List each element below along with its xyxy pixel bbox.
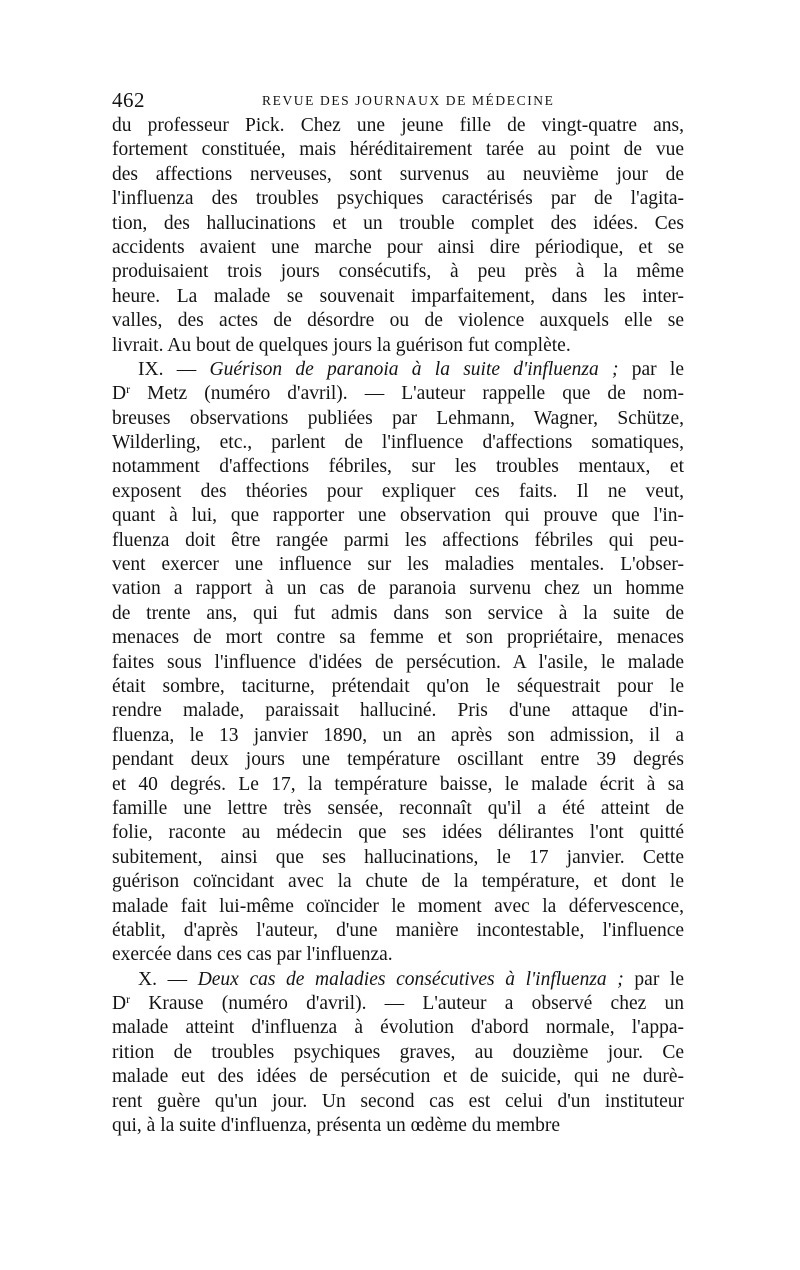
section-title-italic: Deux cas de maladies consécutives à l'influenza ; xyxy=(197,968,624,990)
text-line: rent guère qu'un jour. Un second cas est celui d'un instituteur xyxy=(112,1090,684,1112)
text-line xyxy=(112,358,684,382)
text-line: fortement constituée, mais héréditairement tarée au point de vue xyxy=(112,139,684,161)
text-line: était sombre, taciturne, prétendait qu'on le séquestrait pour le xyxy=(112,675,684,697)
text-line: malade atteint d'influenza à évolution d'abord normale, l'appa- xyxy=(112,1017,684,1039)
text-line xyxy=(112,968,684,992)
text-line: produisaient trois jours consécutifs, à peu près à la même xyxy=(112,261,684,283)
text-line: faites sous l'influence d'idées de persécution. A l'asile, le malade xyxy=(112,651,684,673)
text-line: fluenza, le 13 janvier 1890, un an après son admission, il a xyxy=(112,724,684,746)
text-line: tion, des hallucinations et un trouble complet des idées. Ces xyxy=(112,212,684,234)
text-line: valles, des actes de désordre ou de violence auxquels elle se xyxy=(112,310,684,332)
text-line: des affections nerveuses, sont survenus au neuvième jour de xyxy=(112,163,684,185)
text-line: et 40 degrés. Le 17, la température baisse, le malade écrit à sa xyxy=(112,773,684,795)
text-line: guérison coïncidant avec la chute de la température, et dont le xyxy=(112,871,684,893)
text-line: malade fait lui-même coïncider le moment avec la défervescence, xyxy=(112,895,684,917)
text-line: Wilderling, etc., parlent de l'influence d'affections somatiques, xyxy=(112,432,684,454)
text-line: breuses observations publiées par Lehmann, Wagner, Schütze, xyxy=(112,407,684,429)
text-line: exercée dans ces cas par l'influenza. xyxy=(112,944,393,966)
text-line: vent exercer une influence sur les maladies mentales. L'obser- xyxy=(112,554,684,576)
text-line: menaces de mort contre sa femme et son propriétaire, menaces xyxy=(112,627,684,649)
text-line: subitement, ainsi que ses hallucinations, le 17 janvier. Cette xyxy=(112,846,684,868)
text-line: heure. La malade se souvenait imparfaitement, dans les inter- xyxy=(112,285,684,307)
superscript: r xyxy=(126,382,131,397)
text-line: malade eut des idées de persécution et de suicide, qui ne durè- xyxy=(112,1066,684,1088)
text-line xyxy=(112,382,684,406)
text-line: notamment d'affections fébriles, sur les troubles mentaux, et xyxy=(112,456,684,478)
text-line xyxy=(112,992,684,1016)
text-line: livrait. Au bout de quelques jours la guérison fut complète. xyxy=(112,334,571,356)
text-run: Krause (numéro d'avril). — L'auteur a observé chez un xyxy=(130,993,684,1015)
text-line: accidents avaient une marche pour ainsi dire périodique, et se xyxy=(112,236,684,258)
text-line: rendre malade, paraissait halluciné. Pris d'une attaque d'in- xyxy=(112,700,684,722)
superscript: r xyxy=(126,992,131,1007)
text-line: qui, à la suite d'influenza, présenta un œdème du membre xyxy=(112,1115,561,1137)
text-line: établit, d'après l'auteur, d'une manière incontestable, l'influence xyxy=(112,919,684,941)
text-line: rition de troubles psychiques graves, au douzième jour. Ce xyxy=(112,1041,684,1063)
text-run: par le xyxy=(618,358,684,380)
text-line: l'influenza des troubles psychiques caractérisés par de l'agita- xyxy=(112,188,684,210)
text-line: famille une lettre très sensée, reconnaît qu'il a été atteint de xyxy=(112,797,684,819)
body-text xyxy=(112,114,684,1138)
text-line: exposent des théories pour expliquer ces faits. Il ne veut, xyxy=(112,480,684,502)
text-run: D xyxy=(112,993,127,1015)
text-line: quant à lui, que rapporter une observation qui prouve que l'in- xyxy=(112,505,684,527)
text-line: vation a rapport à un cas de paranoia survenu chez un homme xyxy=(112,578,684,600)
text-run: par le xyxy=(623,968,684,990)
running-header xyxy=(112,88,684,116)
text-run: Metz (numéro d'avril). — L'auteur rappelle que de nom- xyxy=(130,383,684,405)
text-run: X. — xyxy=(138,968,198,990)
text-run: D xyxy=(112,383,127,405)
text-line: fluenza doit être rangée parmi les affections fébriles qui peu- xyxy=(112,529,684,551)
page-number: 462 xyxy=(112,88,145,112)
text-line: pendant deux jours une température oscillant entre 39 degrés xyxy=(112,749,684,771)
running-title: REVUE DES JOURNAUX DE MÉDECINE xyxy=(262,93,555,108)
text-line: folie, raconte au médecin que ses idées délirantes l'ont quitté xyxy=(112,822,684,844)
section-title-italic: Guérison de paranoia à la suite d'influenza ; xyxy=(209,358,619,380)
text-line: de trente ans, qui fut admis dans son service à la suite de xyxy=(112,602,684,624)
text-run: IX. — xyxy=(138,358,210,380)
text-line: du professeur Pick. Chez une jeune fille de vingt-quatre ans, xyxy=(112,115,684,136)
